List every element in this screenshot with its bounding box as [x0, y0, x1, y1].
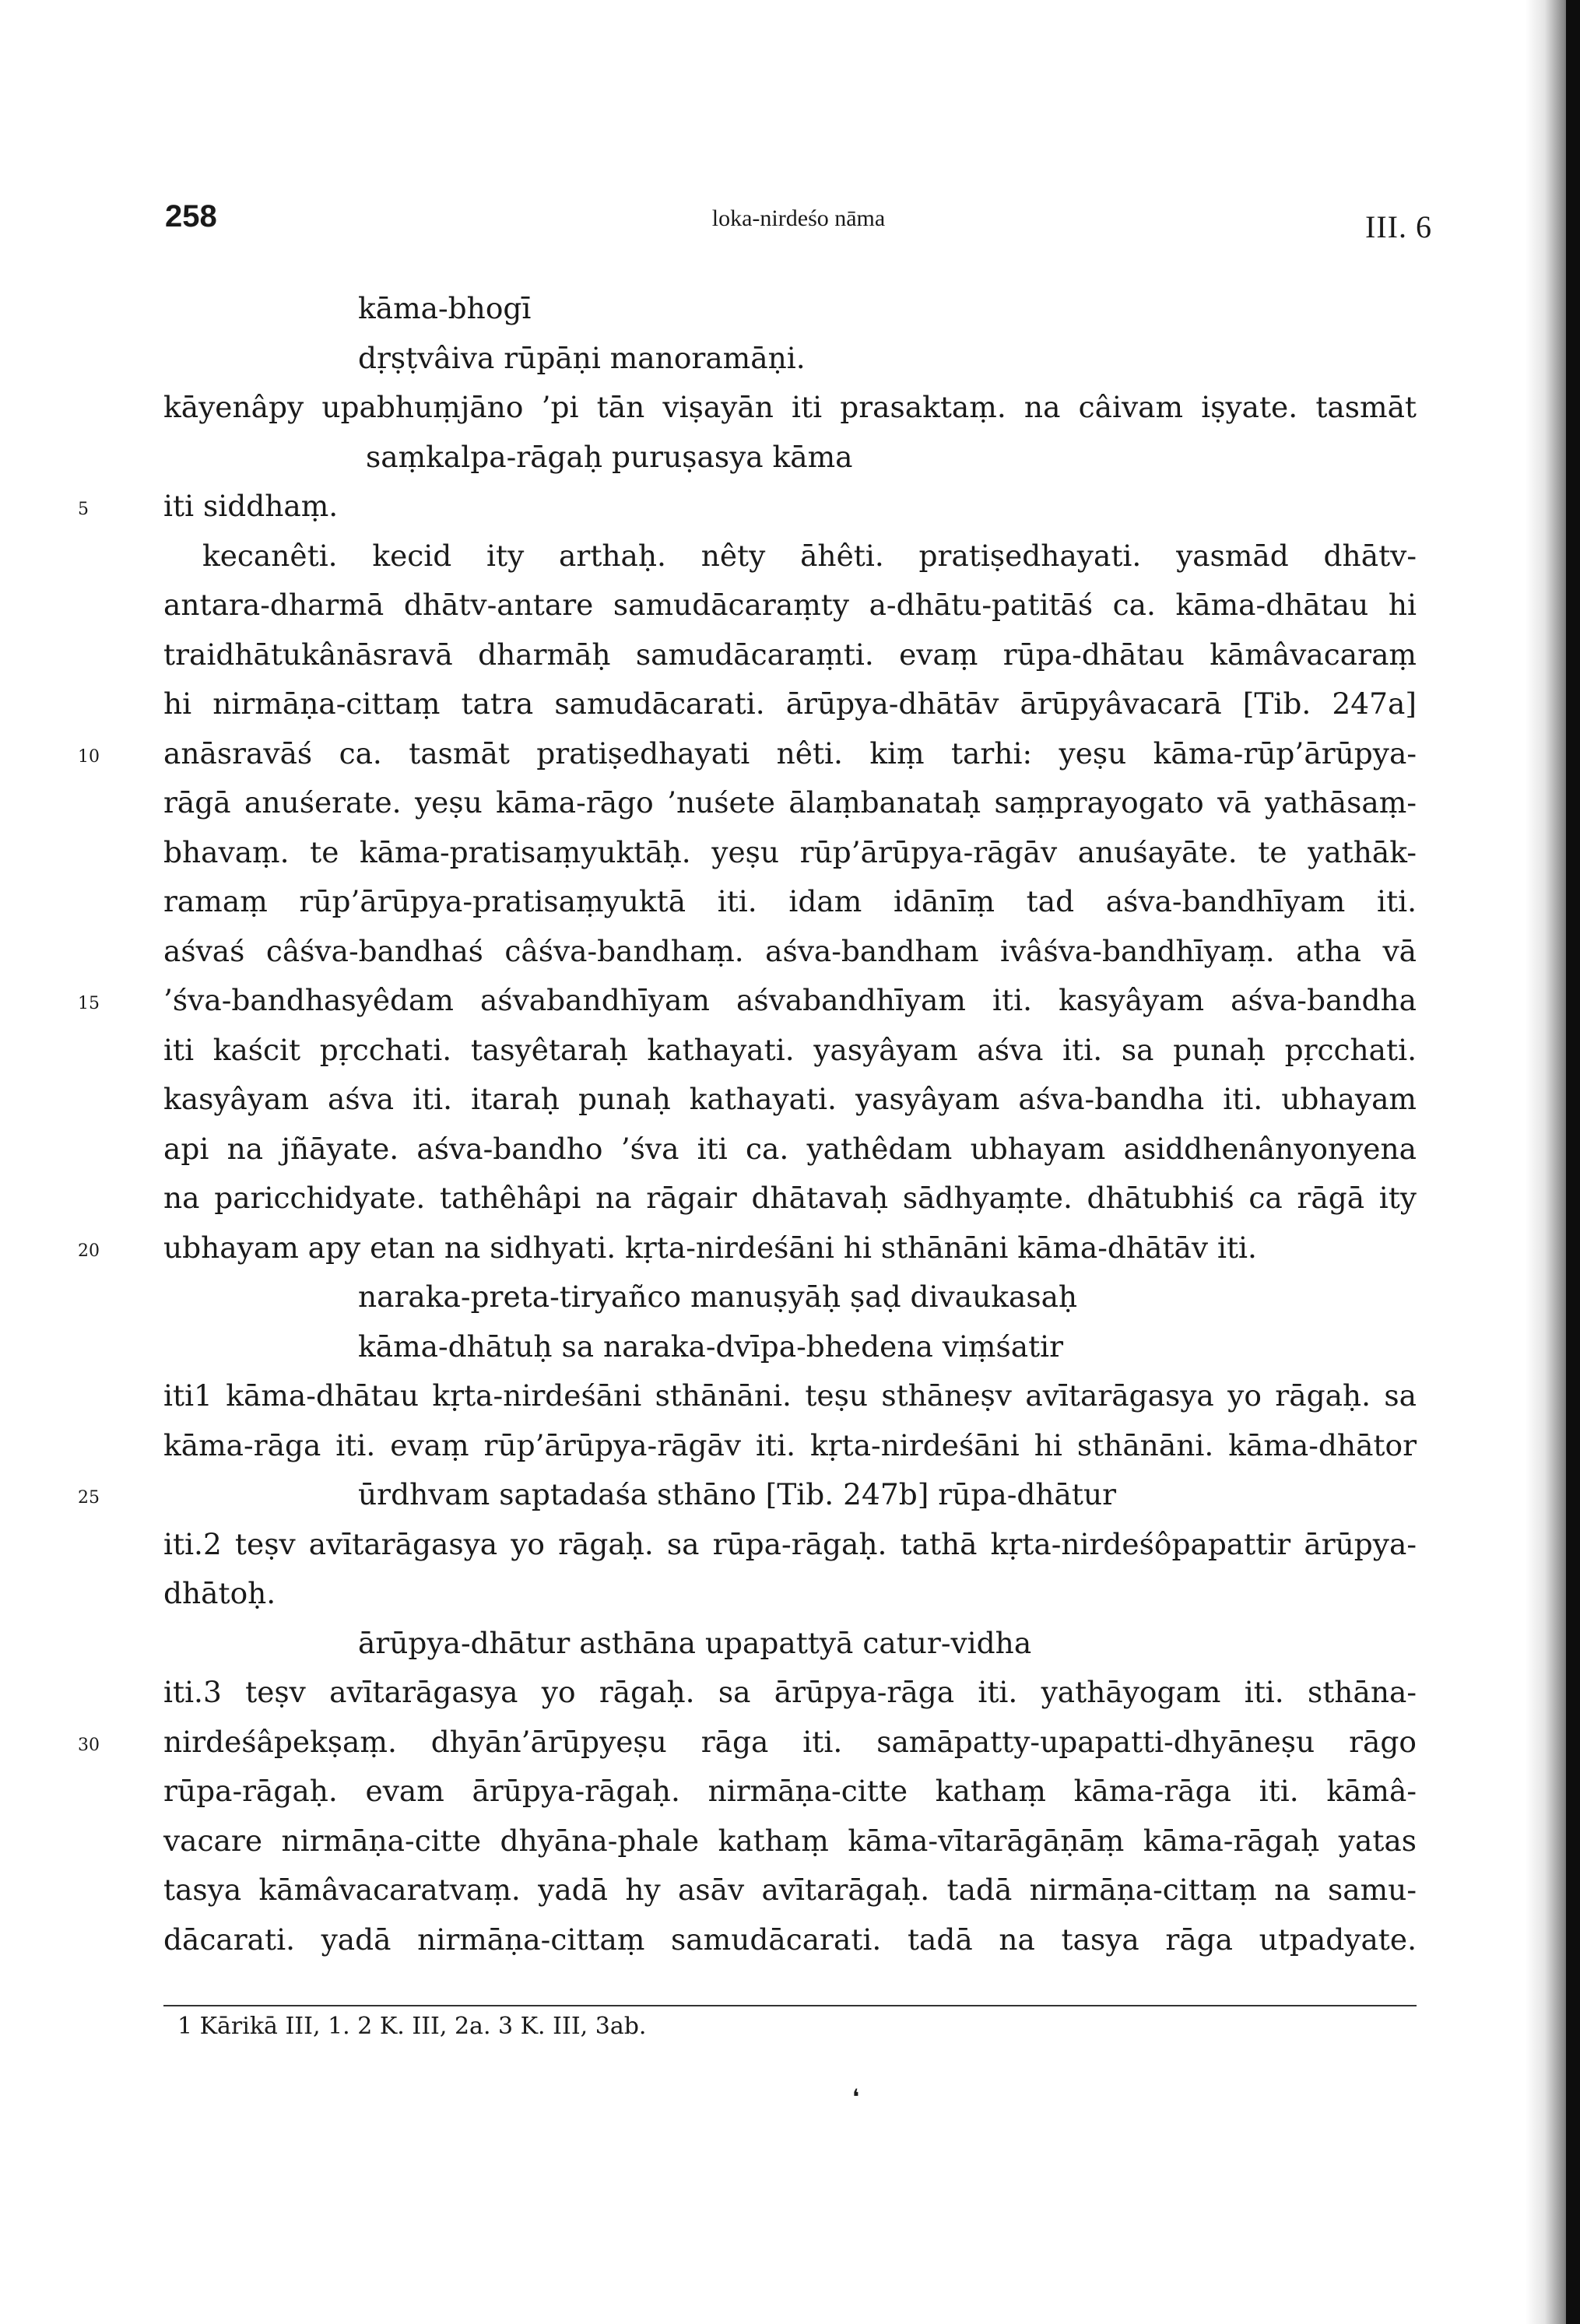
line-text: kāma-dhātuḥ sa naraka-dvīpa-bhedena viṃśatir: [358, 1329, 1064, 1364]
running-title: loka-nirdeśo nāma: [711, 205, 886, 231]
text-line: [163, 1125, 1417, 1174]
text-line: [78, 729, 1417, 779]
text-line: [78, 1223, 1417, 1273]
line-text: hi nirmāṇa-cittaṃ tatra samudācarati. ārūpya-dhātāv ārūpyâvacarā [Tib. 247a]: [163, 686, 1417, 721]
text-line: [163, 581, 1417, 630]
line-text: rūpa-rāgaḥ. evam ārūpya-rāgaḥ. nirmāṇa-citte kathaṃ kāma-rāga iti. kāmâ-: [163, 1774, 1417, 1808]
text-line: [163, 1322, 1417, 1372]
line-text: iti kaścit pṛcchati. tasyêtaraḥ kathayati. yasyâyam aśva iti. sa punaḥ pṛcchati.: [163, 1032, 1417, 1067]
page-header: [165, 199, 1432, 246]
text-line: [163, 1915, 1417, 1965]
line-text: bhavaṃ. te kāma-pratisaṃyuktāḥ. yeṣu rūp’ārūpya-rāgāv anuśayāte. te yathāk-: [163, 834, 1417, 869]
section-number: III. 6: [1365, 209, 1432, 244]
text-line: [163, 1619, 1417, 1669]
text-line: [163, 284, 1417, 334]
line-text: dācarati. yadā nirmāṇa-cittaṃ samudācarati. tadā na tasya rāga utpadyate.: [163, 1922, 1417, 1957]
text-line: [163, 1371, 1417, 1421]
text-line: [78, 1718, 1417, 1768]
line-text: rāgā anuśerate. yeṣu kāma-rāgo ’nuśete ālaṃbanataḥ saṃprayogato vā yathāsaṃ-: [163, 785, 1417, 820]
line-text: kasyâyam aśva iti. itaraḥ punaḥ kathayati. yasyâyam aśva-bandha iti. ubhayam: [163, 1082, 1417, 1116]
page-number: 258: [165, 199, 217, 233]
line-number: 10: [78, 746, 100, 767]
text-line: [163, 383, 1417, 433]
line-number: 20: [78, 1241, 100, 1261]
body-text: [78, 284, 1417, 1964]
line-text: api na jñāyate. aśva-bandho ’śva iti ca. yathêdam ubhayam asiddhenânyonyena: [163, 1131, 1417, 1166]
line-text: saṃkalpa-rāgaḥ puruṣasya kāma: [366, 439, 853, 474]
text-line: [163, 1520, 1417, 1570]
line-text: ’śva-bandhasyêdam aśvabandhīyam aśvabandhīyam iti. kasyâyam aśva-bandha: [163, 983, 1417, 1017]
line-text: anāsravāś ca. tasmāt pratiṣedhayati nêti. kiṃ tarhi: yeṣu kāma-rūp’ārūpya-: [163, 735, 1417, 771]
line-text: dṛṣṭvâiva rūpāṇi manoramāṇi.: [358, 340, 806, 375]
text-line: [163, 1174, 1417, 1223]
line-number: 25: [78, 1488, 100, 1508]
text-line: [78, 482, 1417, 532]
line-text: ārūpya-dhātur asthāna upapattyā catur-vidha: [358, 1625, 1032, 1660]
text-line: [163, 1668, 1417, 1718]
line-text: ubhayam apy etan na sidhyati. kṛta-nirdeśāni hi sthānāni kāma-dhātāv iti.: [163, 1230, 1257, 1265]
text-line: [163, 828, 1417, 878]
text-line: [163, 630, 1417, 680]
line-text: nirdeśâpekṣaṃ. dhyān’ārūpyeṣu rāga iti. samāpatty-upapatti-dhyāneṣu rāgo: [163, 1724, 1417, 1759]
line-text: vacare nirmāṇa-citte dhyāna-phale kathaṃ kāma-vītarāgāṇāṃ kāma-rāgaḥ yatas: [163, 1823, 1417, 1858]
text-line: [78, 1470, 1417, 1520]
text-line: [163, 1026, 1417, 1076]
text-line: [163, 532, 1417, 581]
line-text: kecanêti. kecid ity arthaḥ. nêty āhêti. pratiṣedhayati. yasmād dhātv-: [202, 538, 1417, 573]
text-line: [163, 1569, 1417, 1619]
line-text: traidhātukânāsravā dharmāḥ samudācaraṃti. evaṃ rūpa-dhātau kāmâvacaraṃ: [163, 637, 1417, 672]
line-text: iti1 kāma-dhātau kṛta-nirdeśāni sthānāni. teṣu sthāneṣv avītarāgasya yo rāgaḥ. sa: [163, 1378, 1417, 1413]
text-line: [163, 433, 1417, 483]
line-text: iti siddhaṃ.: [163, 489, 339, 523]
footnote-rule: [163, 2005, 1417, 2006]
line-text: dhātoḥ.: [163, 1576, 276, 1610]
text-line: [163, 1075, 1417, 1125]
line-text: kāyenâpy upabhuṃjāno ’pi tān viṣayān iti prasaktaṃ. na câivam iṣyate. tasmāt: [163, 390, 1417, 424]
line-text: ramaṃ rūp’ārūpya-pratisaṃyuktā iti. idam idānīṃ tad aśva-bandhīyam iti.: [163, 884, 1417, 918]
line-text: kāma-rāga iti. evaṃ rūp’ārūpya-rāgāv iti. kṛta-nirdeśāni hi sthānāni. kāma-dhātor: [163, 1427, 1417, 1462]
text-line: [163, 1866, 1417, 1915]
text-line: [163, 877, 1417, 927]
line-number: 15: [78, 994, 100, 1013]
text-line: [163, 679, 1417, 729]
text-line: [163, 1273, 1417, 1322]
line-text: iti.2 teṣv avītarāgasya yo rāgaḥ. sa rūpa-rāgaḥ. tathā kṛta-nirdeśôpapattir ārūpya-: [163, 1526, 1417, 1561]
printer-mark: ❛: [852, 2084, 860, 2110]
footnotes: 1 Kārikā III, 1. 2 K. III, 2a. 3 K. III, 3ab.: [177, 2013, 647, 2040]
line-text: kāma-bhogī: [358, 291, 532, 325]
line-text: iti.3 teṣv avītarāgasya yo rāgaḥ. sa ārūpya-rāga iti. yathāyogam iti. sthāna-: [163, 1675, 1417, 1709]
line-text: tasya kāmâvacaratvaṃ. yadā hy asāv avītarāgaḥ. tadā nirmāṇa-cittaṃ na samu-: [163, 1873, 1417, 1907]
page-edge-dark: [1566, 0, 1580, 2324]
text-line: [163, 927, 1417, 977]
line-text: na paricchidyate. tathêhâpi na rāgair dhātavaḥ sādhyaṃte. dhātubhiś ca rāgā ity: [163, 1181, 1417, 1215]
line-text: naraka-preta-tiryañco manuṣyāḥ ṣaḍ divaukasaḥ: [358, 1280, 1078, 1314]
line-text: ūrdhvam saptadaśa sthāno [Tib. 247b] rūpa-dhātur: [358, 1477, 1117, 1511]
line-number: 5: [78, 500, 89, 519]
text-line: [163, 1421, 1417, 1471]
text-line: [163, 1817, 1417, 1866]
text-line: [163, 334, 1417, 384]
line-number: 30: [78, 1735, 100, 1755]
text-line: [163, 778, 1417, 828]
text-line: [163, 1767, 1417, 1817]
line-text: aśvaś câśva-bandhaś câśva-bandhaṃ. aśva-bandham ivâśva-bandhīyaṃ. atha vā: [163, 933, 1417, 968]
line-text: antara-dharmā dhātv-antare samudācaraṃty a-dhātu-patitāś ca. kāma-dhātau hi: [163, 588, 1417, 622]
text-line: [78, 976, 1417, 1026]
